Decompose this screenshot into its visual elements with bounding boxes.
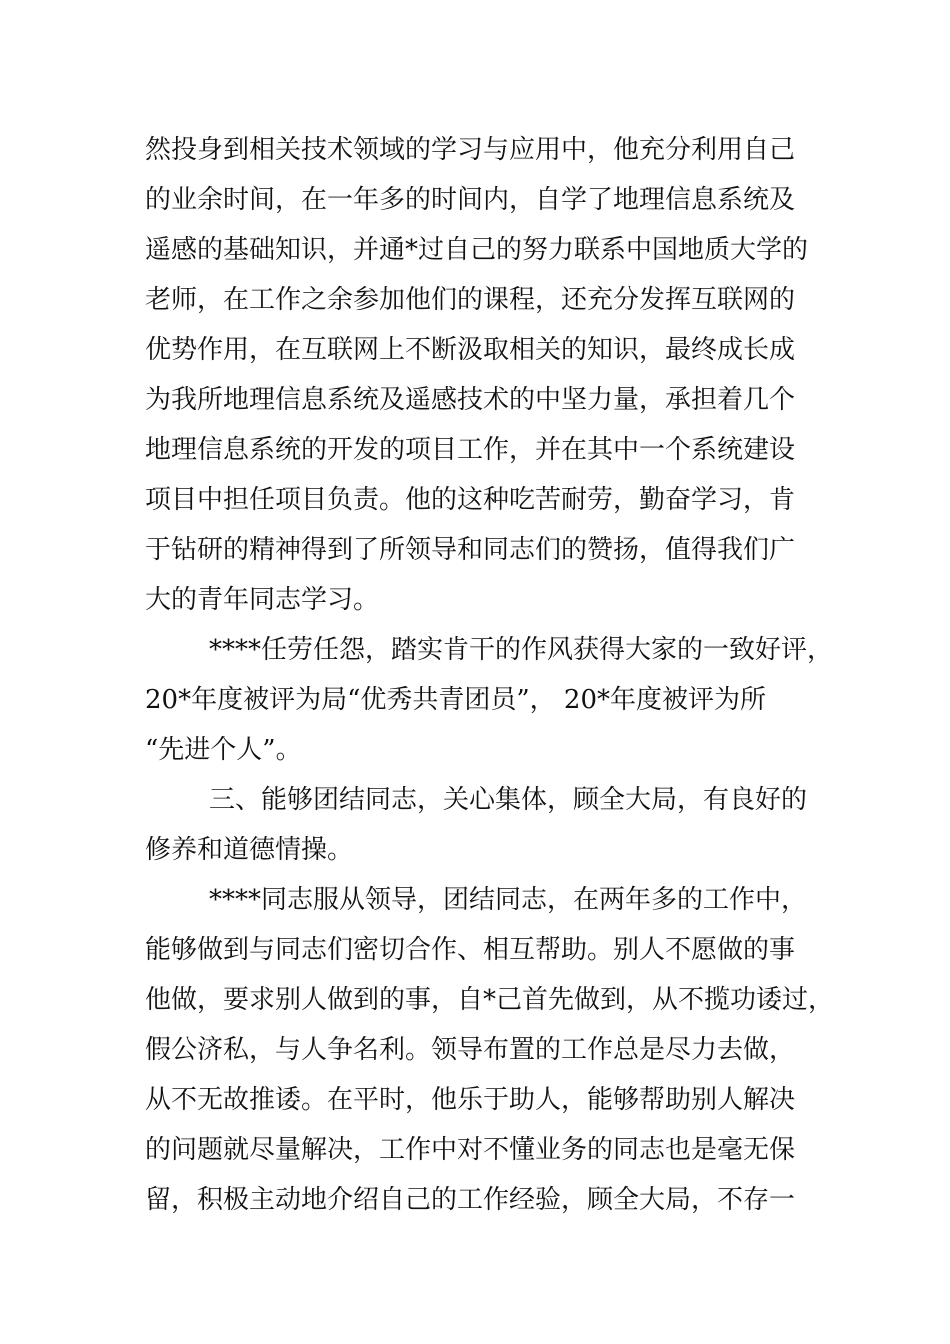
text-line-3: 遥感的基础知识，并通*过自己的努力联系中国地质大学的 [145,235,809,265]
text-line-22: 留，积极主动地介绍自己的工作经验，顾全大局，不存一 [145,1185,796,1215]
section-heading-line: 三、能够团结同志，关心集体，顾全大局，有良好的 [209,785,808,815]
text-line-4: 老师，在工作之余参加他们的课程，还充分发挥互联网的 [145,285,796,315]
text-line-12: 20*年度被评为局“优秀共青团员”， 20*年度被评为所 [145,685,767,715]
text-line-5: 优势作用，在互联网上不断汲取相关的知识，最终成长成 [145,335,796,365]
paragraph-start-line: ****任劳任怨，踏实肯干的作风获得大家的一致好评， [209,635,834,665]
text-line-18: 他做，要求别人做到的事，自*己首先做到，从不揽功诿过， [145,985,835,1015]
text-line-9: 于钻研的精神得到了所领导和同志们的赞扬，值得我们广 [145,535,796,565]
section-heading-line-2: 修养和道德情操。 [145,835,354,865]
text-line-2: 的业余时间，在一年多的时间内，自学了地理信息系统及 [145,185,796,215]
text-line-6: 为我所地理信息系统及遥感技术的中坚力量，承担着几个 [145,385,796,415]
paragraph-start-line: ****同志服从领导，团结同志，在两年多的工作中， [209,885,808,915]
text-line-13: “先进个人”。 [145,735,302,765]
text-line-19: 假公济私，与人争名利。领导布置的工作总是尽力去做， [145,1035,796,1065]
text-line-8: 项目中担任项目负责。他的这种吃苦耐劳，勤奋学习，肯 [145,485,796,515]
text-line-17: 能够做到与同志们密切合作、相互帮助。别人不愿做的事 [145,935,796,965]
text-line-20: 从不无故推诿。在平时，他乐于助人，能够帮助别人解决 [145,1085,796,1115]
text-line-7: 地理信息系统的开发的项目工作，并在其中一个系统建设 [145,435,796,465]
text-line-10: 大的青年同志学习。 [145,585,380,615]
text-line-21: 的问题就尽量解决，工作中对不懂业务的同志也是毫无保 [145,1135,796,1165]
text-line-1: 然投身到相关技术领域的学习与应用中，他充分利用自己 [145,135,796,165]
